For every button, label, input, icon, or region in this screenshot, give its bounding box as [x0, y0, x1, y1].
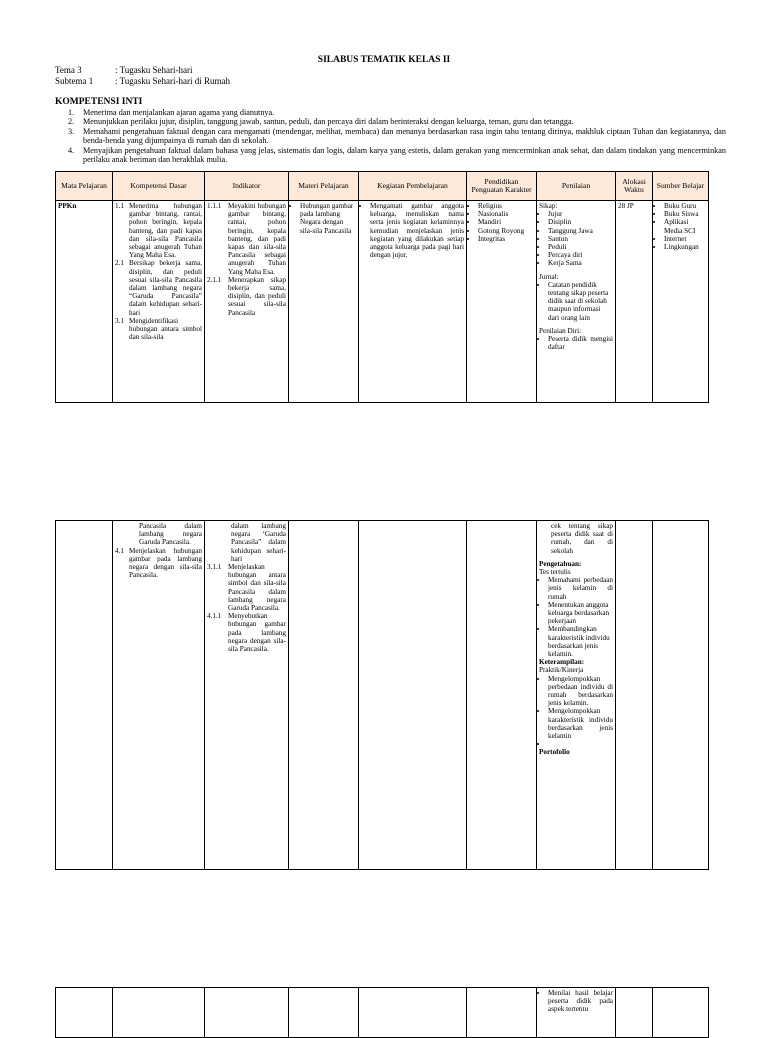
header-ppk: Pendidikan Penguatan Karakter [467, 172, 537, 201]
cell-materi [289, 521, 359, 870]
syllabus-table-page3 [55, 987, 709, 1038]
table-header-row [56, 172, 709, 201]
cell-kd [113, 988, 205, 1038]
cell-sumber [653, 988, 709, 1038]
header-sumber: Sumber Belajar [653, 172, 709, 201]
cell-sumber: • Buku Guru • Buku Siswa • Aplikasi Media SCI • Internet • Lingkungan [653, 201, 709, 403]
tema-line [55, 65, 193, 76]
ki-item: 3. Memahami pengetahuan faktual dengan cara mengamati (mendengar, melihat, membaca) dan menanya berdasarkan rasa ingin tahu tentang dirinya, makhluk ciptaan Tuhan dan kegiatannya, dan benda-benda yang dijumpainya di rumah dan di sekolah. [68, 126, 726, 146]
header-indikator: Indikator [205, 172, 289, 201]
cell-kegiatan [359, 988, 467, 1038]
ki-item: 4. Menyajikan pengetahuan faktual dalam bahasa yang jelas, sistematis dan logis, dalam karya yang estetis, dalam gerakan yang mencerminkan anak sehat, dan dalam tindakan yang mencerminkan perilaku anak beriman dan berakhlak mulia. [68, 145, 726, 165]
cell-indikator: dalam lambang negara ‘Garuda Pancasila” dalam kehidupan sehari-hari 3.1.1 Menjelaskan hubungan antara simbol dan sila-sila Pancasila dalam lambang negara Garuda Pancasila. 4.1.1 Menyebutkan hubungan gambar pada lambang negara dengan sila-sila Pancasila. [205, 521, 289, 870]
tema-label: Tema 3 [55, 65, 82, 75]
header-mapel: Mata Pelajaran [56, 172, 113, 201]
header-kd: Kompetensi Dasar [113, 172, 205, 201]
cell-penilaian: • Menilai hasil belajar peserta didik pada aspek tertentu [537, 988, 616, 1038]
subtema-label: Subtema 1 [55, 76, 94, 86]
cell-sumber [653, 521, 709, 870]
cell-penilaian: cek tentang sikap peserta didik saat di rumah, dan di sekolah Pengetahuan: Tes tertulis • Memahami perbedaan jenis kelamin di rumah • Menentukan anggota keluarga berdasarkan pekerjaan • Membandingkan karakteristik individu berdasarkan jenis kelamin. Keterampilan: Praktik/Kinerja • Mengelompokkan perbedaan individu di rumah berdasarkan jenis kelamin. • Mengelompokkan karakteristik individu berdasarkan jenis kelamin • Portofolio [537, 521, 616, 870]
ki-item: 1. Menerima dan menjalankan ajaran agama yang dianutnya. [68, 108, 275, 117]
table-row [56, 988, 709, 1038]
document-title: SILABUS TEMATIK KELAS II [317, 55, 451, 65]
cell-kd: 1.1 Menerima hubungan gambar bintang, rantai, pohon beringin, kepala banteng, dan padi kapas dan sila-sila Pancasila sebagai anugerah Tuhan Yang Maha Esa. 2.1 Bersikap bekerja sama, disiplin, dan peduli sesuai sila-sila Pancasila dalam lambang negara “Garuda Pancasila” dalam kehidupan sehari-hari 3.1 Mengidentifikasi hubungan antara simbol dan sila-sila [113, 201, 205, 403]
cell-kd: Pancasila dalam lambang negara Garuda Pancasila. 4.1 Menjelaskan hubungan gambar pada lambang negara dengan sila-sila Pancasila. [113, 521, 205, 870]
cell-kegiatan [359, 521, 467, 870]
table-row [56, 521, 709, 870]
kompetensi-inti-heading: KOMPETENSI INTI [55, 97, 143, 107]
ki-item: 2. Menunjukkan perilaku jujur, disiplin, tanggung jawab, santun, peduli, dan percaya diri dalam berinteraksi dengan keluarga, teman, guru dan tetangga. [68, 117, 574, 127]
cell-penilaian: Sikap: • Jujur • Disiplin • Tanggung Jawa • Santun • Peduli • Percaya diri • Kerja Sama Jurnal: • Catatan pendidik tentang sikap peserta didik saat di sekolah maupun informasi dari orang lain Penilaian Diri: • Peserta didik mengisi daftar [537, 201, 616, 403]
tema-value: : Tugasku Sehari-hari [115, 65, 193, 75]
table-row [56, 201, 709, 403]
cell-indikator: 1.1.1 Meyakini hubungan gambar bintang, rantai, pohon beringin, kepala banteng, dan padi kapas dan sila-sila Pancasila sebagai anugerah Tuhan Yang Maha Esa. 2.1.1 Menerapkan sikap bekerja sama, disiplin, dan peduli sesuai sila-sila Pancasila [205, 201, 289, 403]
cell-mapel [56, 988, 113, 1038]
cell-materi: • Hubungan gambar pada lambang Negara dengan sila-sila Pancasila [289, 201, 359, 403]
cell-alokasi [616, 988, 653, 1038]
cell-materi [289, 988, 359, 1038]
cell-ppk [467, 521, 537, 870]
syllabus-table-page1 [55, 171, 709, 403]
header-kegiatan: Kegiatan Pembelajaran [359, 172, 467, 201]
cell-mapel [56, 521, 113, 870]
subtema-line [55, 76, 230, 87]
subtema-value: : Tugasku Sehari-hari di Rumah [115, 76, 230, 86]
cell-alokasi: 28 JP [616, 201, 653, 403]
kompetensi-inti-list [55, 108, 726, 164]
header-penilaian: Penilaian [537, 172, 616, 201]
syllabus-table-page2 [55, 520, 709, 870]
cell-ppk [467, 988, 537, 1038]
header-materi: Materi Pelajaran [289, 172, 359, 201]
cell-alokasi [616, 521, 653, 870]
cell-ppk: • Religius • Nasionalis • Mandiri • Gotong Royong • Integritas [467, 201, 537, 403]
cell-kegiatan: • Mengamati gambar anggota keluarga, menuliskan nama serta jenis kegiatan kelaminnya kemudian menjelaskan jenis kegiatan yang dilakukan setiap anggota keluarga pada pagi hari dengan jujur. [359, 201, 467, 403]
cell-indikator [205, 988, 289, 1038]
cell-mapel: PPKn [56, 201, 113, 403]
header-alokasi: Alokasi Waktu [616, 172, 653, 201]
